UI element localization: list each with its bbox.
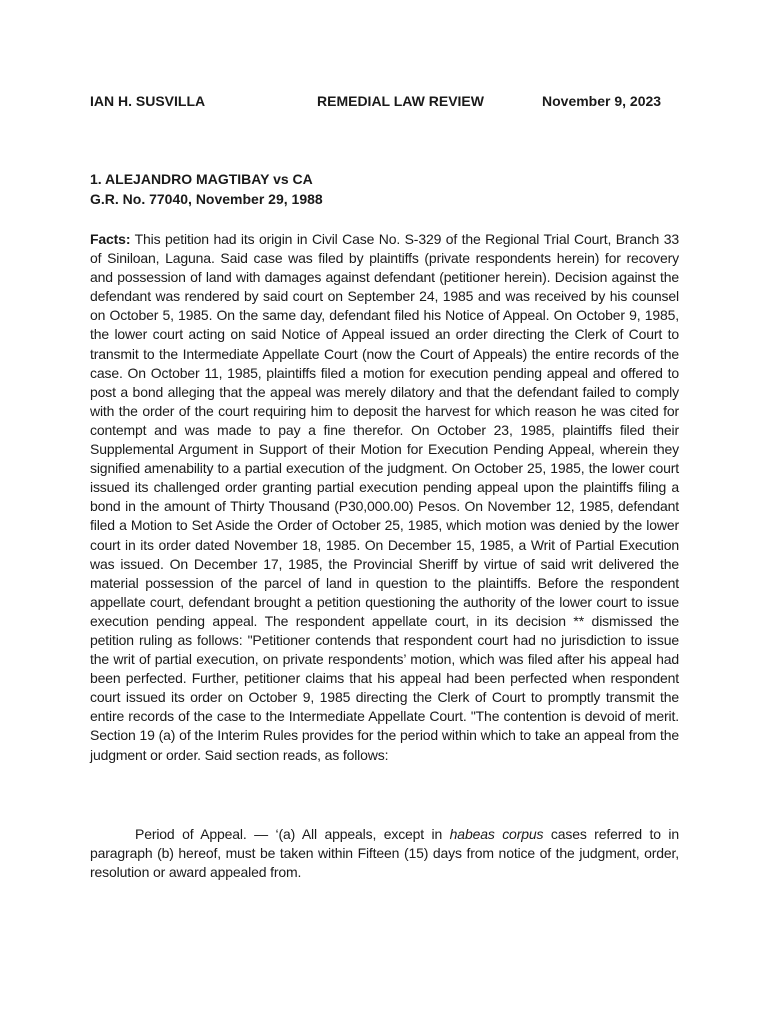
case-gr-number: G.R. No. 77040, November 29, 1988	[90, 191, 323, 207]
facts-paragraph	[90, 230, 679, 765]
quote-italic-term: habeas corpus	[449, 826, 544, 842]
facts-text: This petition had its origin in Civil Case No. S-329 of the Regional Trial Court, Branch 33 of Siniloan, Laguna. Said case was filed by plaintiffs (private respondents herein) for recovery and possession of land with damages against defendant (petitioner herein). Decision against the defendant was rendered by said court on September 24, 1985 and was received by his counsel on October 5, 1985. On the same day, defendant filed his Notice of Appeal. On October 9, 1985, the lower court acting on said Notice of Appeal issued an order directing the Clerk of Court to transmit to the Intermediate Appellate Court (now the Court of Appeals) the entire records of the case. On October 11, 1985, plaintiffs filed a motion for execution pending appeal and offered to post a bond alleging that the appeal was merely dilatory and that the defendant failed to comply with the order of the court requiring him to deposit the harvest for which reason he was cited for contempt and was made to pay a fine therefor. On October 23, 1985, plaintiffs filed their Supplemental Argument in Support of their Motion for Execution Pending Appeal, wherein they signified amenability to a partial execution of the judgment. On October 25, 1985, the lower court issued its challenged order granting partial execution pending appeal upon the plaintiffs filing a bond in the amount of Thirty Thousand (P30,000.00) Pesos. On November 12, 1985, defendant filed a Motion to Set Aside the Order of October 25, 1985, which motion was denied by the lower court in its order dated November 18, 1985. On December 15, 1985, a Writ of Partial Execution was issued. On December 17, 1985, the Provincial Sheriff by virtue of said writ delivered the material possession of the parcel of land in question to the plaintiffs. Before the respondent appellate court, defendant brought a petition questioning the authority of the lower court to issue execution pending appeal. The respondent appellate court, in its decision ** dismissed the petition ruling as follows: "Petitioner contends that respondent court had no jurisdiction to issue the writ of partial execution, on private respondents’ motion, which was filed after his appeal had been perfected. Further, petitioner claims that his appeal had been perfected when respondent court issued its order on October 9, 1985 directing the Clerk of Court to promptly transmit the entire records of the case to the Intermediate Appellate Court. "The contention is devoid of merit. Section 19 (a) of the Interim Rules provides for the period within which to take an appeal from the judgment or order. Said section reads, as follows:	[90, 231, 679, 763]
case-title: 1. ALEJANDRO MAGTIBAY vs CA	[90, 171, 313, 187]
author-name: IAN H. SUSVILLA	[90, 93, 206, 109]
case-heading	[90, 169, 680, 209]
subject-title: REMEDIAL LAW REVIEW	[317, 93, 484, 109]
document-date: November 9, 2023	[542, 93, 662, 109]
quote-text-before: Period of Appeal. — ‘(a) All appeals, except in	[135, 826, 450, 842]
quote-text-after: cases referred to in paragraph (b) hereof, must be taken within Fifteen (15) days from notice of the judgment, order, resolution or award appealed from.	[90, 826, 679, 881]
facts-label: Facts:	[90, 231, 131, 247]
quoted-rule-paragraph	[90, 825, 679, 882]
